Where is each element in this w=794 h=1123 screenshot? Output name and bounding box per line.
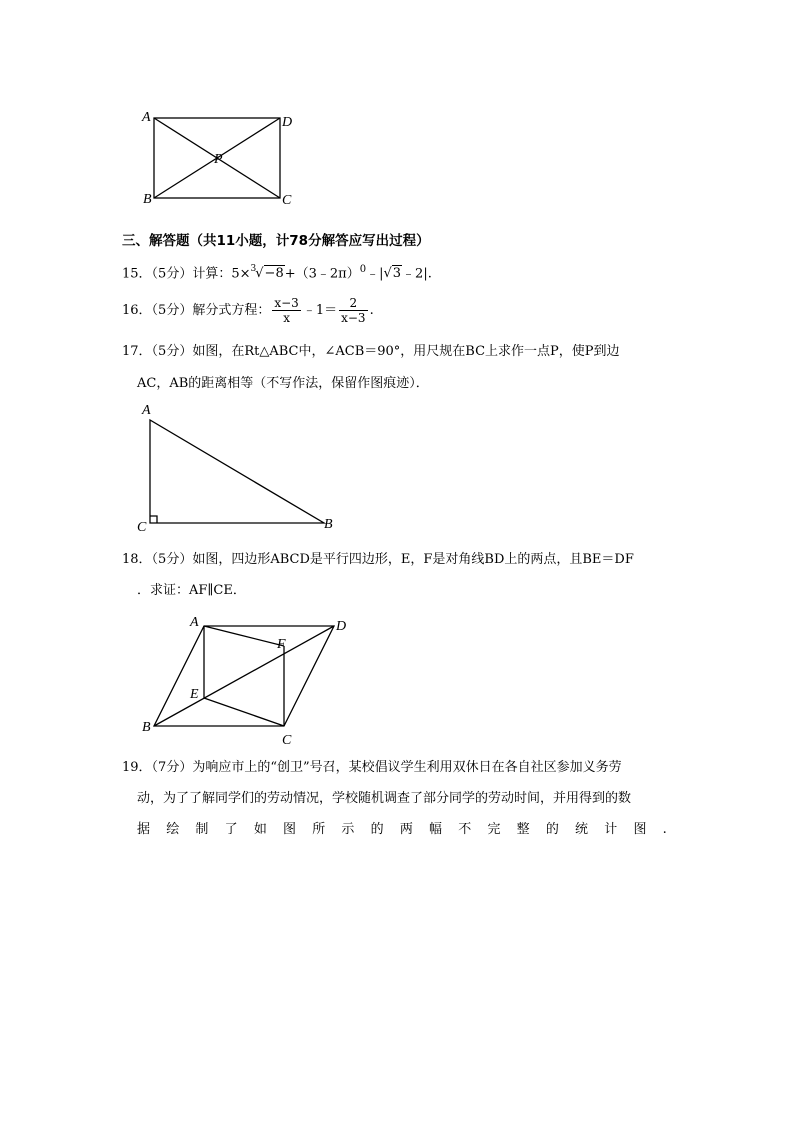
q15-score: （5分）	[151, 266, 193, 282]
label-b: B	[143, 192, 152, 207]
q16-middle: ﹣1＝	[302, 303, 338, 318]
label-d: D	[282, 115, 293, 130]
q15-exponent: 0	[359, 264, 367, 275]
fraction-2	[339, 296, 367, 325]
q19-line3-char: 绘	[166, 822, 180, 837]
q19-line3-char: 示	[341, 822, 355, 837]
q16-score: （5分）	[151, 303, 193, 318]
q15-part3: ﹣|	[366, 266, 384, 282]
q19-line3-char: 制	[195, 822, 209, 837]
question-15	[122, 260, 432, 285]
fraction-1-denominator: x	[283, 311, 290, 325]
cube-root-radicand: −8	[264, 266, 284, 282]
q18-line2: ．求证：AF∥CE．	[137, 583, 246, 598]
label-d: D	[336, 619, 347, 634]
q19-line3-char: 完	[487, 822, 501, 837]
q19-line1: 为响应市上的“创卫”号召，某校倡议学生利用双休日在各自社区参加义务劳	[192, 760, 622, 775]
square-root: √3	[383, 266, 402, 282]
q19-line3-char: 的	[370, 822, 384, 837]
q16-end: .	[369, 303, 374, 318]
q19-line3-char: 的	[545, 822, 559, 837]
q19-line3-char: 不	[458, 822, 472, 837]
right-angle-mark	[150, 516, 157, 523]
q15-part1: 5×	[231, 266, 251, 282]
cube-root: $^3$√−8	[250, 264, 284, 282]
q19-score: （7分）	[151, 760, 193, 775]
triangle-abc	[150, 420, 324, 523]
rectangle-figure	[138, 106, 308, 210]
question-17	[122, 342, 620, 362]
fraction-2-numerator: 2	[339, 296, 367, 311]
label-p: P	[214, 152, 223, 167]
fraction-1	[272, 296, 300, 325]
label-b: B	[142, 720, 151, 735]
q19-line3-char: .	[662, 822, 667, 837]
label-c: C	[282, 193, 292, 208]
cube-root-index: 3	[250, 264, 257, 275]
question-19	[122, 758, 622, 778]
q19-line3-char: 如	[253, 822, 267, 837]
q15-part4: ﹣2|.	[402, 266, 432, 282]
q19-line3-char: 图	[633, 822, 647, 837]
q19-line3-char: 幅	[429, 822, 443, 837]
q18-number: 18．	[122, 552, 152, 567]
label-b: B	[324, 517, 333, 532]
segment-ac-hidden	[204, 626, 284, 726]
segment-af	[204, 626, 284, 646]
right-triangle-figure	[134, 400, 344, 538]
question-16	[122, 296, 374, 325]
q16-lead: 解分式方程：	[192, 303, 271, 318]
q17-line1: 如图，在Rt△ABC中，∠ACB＝90°，用尺规在BC上求作一点P，使P到边	[192, 344, 620, 359]
parallelogram-figure	[138, 610, 358, 750]
q19-line2: 动，为了了解同学们的劳动情况，学校随机调查了部分同学的劳动时间，并用得到的数	[137, 791, 632, 806]
section-heading: 三、解答题（共11小题，计78分解答应写出过程）	[122, 233, 430, 249]
q19-line3-char: 统	[575, 822, 589, 837]
q17-score: （5分）	[151, 344, 193, 359]
q19-line3-char: 据	[137, 822, 151, 837]
q19-line3-char: 了	[224, 822, 238, 837]
question-18	[122, 550, 634, 570]
q16-number: 16．	[122, 303, 152, 318]
q19-line3-char: 图	[283, 822, 297, 837]
q17-number: 17．	[122, 344, 152, 359]
q19-line3	[137, 820, 667, 840]
q19-line3-char: 计	[604, 822, 618, 837]
q19-line3-char: 两	[399, 822, 413, 837]
q15-lead: 计算：	[192, 266, 232, 282]
q17-line2: AC，AB的距离相等（不写作法，保留作图痕迹）．	[137, 376, 429, 391]
label-e: E	[190, 687, 199, 702]
fraction-1-numerator: x−3	[274, 296, 299, 310]
label-a: A	[142, 403, 151, 418]
label-c: C	[282, 733, 292, 748]
label-f: F	[277, 637, 286, 652]
q19-line3-char: 所	[312, 822, 326, 837]
fraction-2-denominator: x−3	[341, 311, 366, 325]
q19-number: 19．	[122, 760, 152, 775]
label-c: C	[137, 520, 147, 535]
square-root-radicand: 3	[392, 266, 402, 282]
q15-part2: +（3﹣2π）	[284, 266, 360, 282]
label-a: A	[190, 615, 199, 630]
q15-number: 15．	[122, 266, 152, 282]
q19-line3-char: 整	[516, 822, 530, 837]
q18-score: （5分）	[151, 552, 193, 567]
q18-line1: 如图，四边形ABCD是平行四边形，E，F是对角线BD上的两点，且BE＝DF	[192, 552, 634, 567]
label-a: A	[142, 110, 151, 125]
